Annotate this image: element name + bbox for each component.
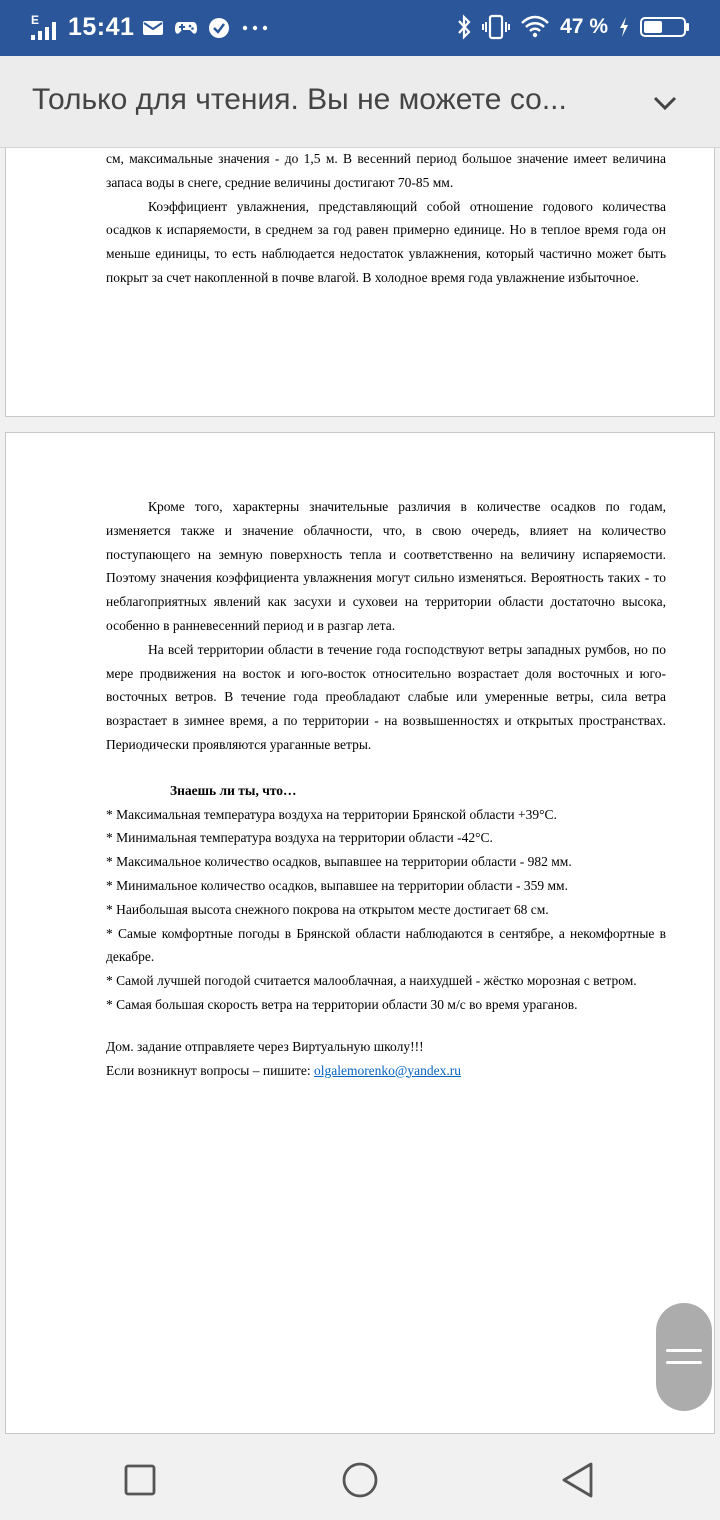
paragraph: Коэффициент увлажнения, представляющий собой отношение годового количества осадков к испаряемости, в среднем за год равен примерно единице. Но в теплое время года он меньше единицы, то есть наблюдается недостаток увлажнения, который частично может быть покрыт за счет накопленной в почве влагой. В холодное время года увлажнение избыточное. [106,198,666,285]
questions-line [106,1059,666,1083]
page-text [106,495,666,1082]
notification-icons [142,14,270,42]
document-page [5,432,715,1434]
document-page [5,148,715,417]
network-type: E [31,13,40,27]
mail-icon [142,19,164,37]
fact-item: * Самой лучшей погодой считается малооблачная, а наихудшей - жёстко морозная с ветром. [106,973,637,989]
fact-item: * Самые комфортные погоды в Брянской области наблюдаются в сентябре, а некомфортные в декабре. [106,925,666,965]
facts-heading: Знаешь ли ты, что… [170,782,297,798]
questions-prefix: Если возникнут вопросы – пишите: [106,1062,314,1078]
recent-apps-icon[interactable] [118,1458,162,1502]
fact-item: * Минимальное количество осадков, выпавшее на территории области - 359 мм. [106,877,568,893]
check-badge-icon [208,17,230,39]
paragraph: На всей территории области в течение года господствуют ветры западных румбов, но по мере продвижения на восток и юго-восток относительно возрастает доля восточных и юго-восточных ветров. В течение года преобладают слабые или умеренные ветры, сила ветра возрастает в зимнее время, а по территории - на возвышенностях и открытых пространствах. Периодически проявляются ураганные ветры. [106,641,666,752]
battery-icon [640,16,690,38]
status-bar [0,0,720,56]
status-time: 15:41 [68,13,135,41]
read-only-bar[interactable] [0,56,720,148]
fact-item: * Наибольшая высота снежного покрова на открытом месте достигает 68 см. [106,901,549,917]
signal-icon [30,13,64,41]
fact-item: * Минимальная температура воздуха на территории области -42°С. [106,830,493,846]
home-icon[interactable] [338,1458,382,1502]
vibrate-icon [482,14,510,40]
homework-line: Дом. задание отправляете через Виртуальную школу!!! [106,1038,424,1054]
charging-icon [618,16,630,38]
fact-item: * Самая большая скорость ветра на территории области 30 м/с во время ураганов. [106,996,578,1012]
system-icons [456,12,690,42]
email-link[interactable]: olgalemorenko@yandex.ru [313,1062,461,1078]
bluetooth-icon [456,14,472,40]
battery-percent: 47 % [560,15,608,38]
gamepad-icon [174,19,198,37]
fact-item: * Максимальное количество осадков, выпавшее на территории области - 982 мм. [106,854,572,870]
back-icon[interactable] [556,1458,600,1502]
more-dots-icon [240,23,270,33]
fact-item: * Максимальная температура воздуха на территории Брянской области +39°С. [106,806,557,822]
wifi-icon [520,15,550,39]
scroll-handle-icon[interactable] [656,1303,712,1411]
document-viewer[interactable] [0,148,720,1440]
paragraph: Кроме того, характерны значительные различия в количестве осадков по годам, изменяется также и значение облачности, что, в свою очередь, влияет на количество поступающего на земную поверхность тепла и соответственно на величину испаряемости. Поэтому значения коэффициента увлажнения могут сильно изменяться. Вероятность таких - то неблагоприятных явлений как засухи и суховеи на территории области достаточно высока, особенно в ранневесенний период и в разгар лета. [106,499,666,633]
page-text [106,148,666,290]
navigation-bar [0,1440,720,1520]
read-only-notice: Только для чтения. Вы не можете со... [32,83,567,116]
paragraph: см, максимальные значения - до 1,5 м. В весенний период большое значение имеет величина запаса воды в снеге, средние величины достигают 70-85 мм. [106,151,666,190]
chevron-down-icon[interactable] [648,86,682,120]
battery-fill [644,21,662,33]
